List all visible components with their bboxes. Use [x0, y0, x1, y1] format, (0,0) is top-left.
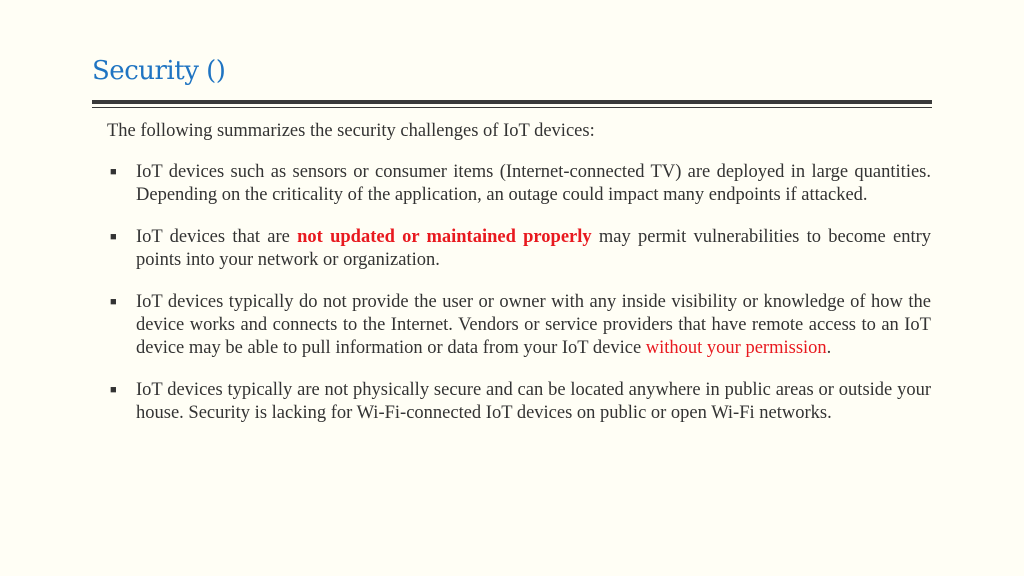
intro-text: The following summarizes the security challenges of IoT devices:: [107, 121, 595, 141]
slide-title: Security (): [92, 56, 226, 86]
bullet-2-text-after: may permit vulnerabilities to become entry points into your network or organization.: [136, 227, 931, 270]
bullet-1-text: IoT devices such as sensors or consumer items (Internet-connected TV) are deployed in large quantities. Depending on the criticality of the application, an outage could impact many endpoints if attacked.: [136, 162, 931, 205]
bullet-4-text: IoT devices typically are not physically secure and can be located anywhere in public areas or outside your house. Security is lacking for Wi-Fi-connected IoT devices on public or open Wi-Fi networks.: [136, 380, 931, 423]
bullet-2-text-before: IoT devices that are: [136, 227, 298, 247]
title-divider-thick: [92, 100, 932, 104]
square-bullet-icon: ■: [110, 384, 117, 396]
bullet-3-text-after: .: [826, 338, 832, 358]
bullet-2-highlight: not updated or maintained properly: [297, 227, 592, 247]
bullet-item-1: [107, 161, 931, 207]
bullet-3-highlight: without your permission: [645, 338, 827, 358]
square-bullet-icon: ■: [110, 296, 117, 308]
bullet-item-3: [107, 291, 931, 360]
slide-body: [107, 120, 931, 444]
square-bullet-icon: ■: [110, 166, 117, 178]
bullet-3-text-before: IoT devices typically do not provide the user or owner with any inside visibility or knowledge of how the device works and connects to the Internet. Vendors or service providers that have remote access to an IoT device may be able to pull information or data from your IoT device: [136, 292, 931, 358]
bullet-item-2: [107, 226, 931, 272]
title-divider-thin: [92, 107, 932, 108]
bullet-list: [107, 161, 931, 425]
square-bullet-icon: ■: [110, 231, 117, 243]
bullet-item-4: [107, 379, 931, 425]
